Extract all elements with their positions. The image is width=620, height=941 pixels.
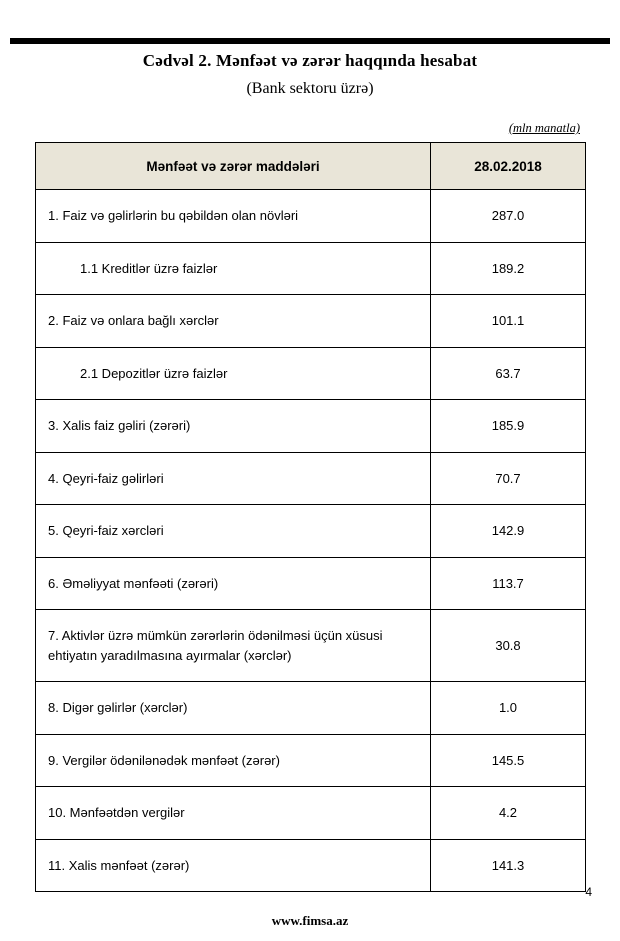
row-label: 8. Digər gəlirlər (xərclər) (36, 682, 431, 735)
row-label: 1.1 Kreditlər üzrə faizlər (36, 242, 431, 295)
row-value: 101.1 (431, 295, 586, 348)
footer-website: www.fimsa.az (271, 913, 349, 928)
row-label: 9. Vergilər ödənilənədək mənfəət (zərər) (36, 734, 431, 787)
row-value: 145.5 (431, 734, 586, 787)
table-row (36, 682, 586, 735)
unit-note: (mln manatla) (508, 121, 580, 135)
profit-loss-table (35, 142, 586, 892)
table-header-row (36, 143, 586, 190)
table-body (36, 190, 586, 892)
row-label: 10. Mənfəətdən vergilər (36, 787, 431, 840)
row-value: 287.0 (431, 190, 586, 243)
row-value: 1.0 (431, 682, 586, 735)
row-label: 6. Əməliyyat mənfəəti (zərəri) (36, 557, 431, 610)
table-row (36, 242, 586, 295)
row-value: 189.2 (431, 242, 586, 295)
page-title: Cədvəl 2. Mənfəət və zərər haqqında hesabat (142, 51, 478, 70)
table-row (36, 557, 586, 610)
table-row (36, 839, 586, 892)
row-value: 113.7 (431, 557, 586, 610)
table-row (36, 610, 586, 682)
row-label: 3. Xalis faiz gəliri (zərəri) (36, 400, 431, 453)
table-row (36, 734, 586, 787)
row-label: 5. Qeyri-faiz xərcləri (36, 505, 431, 558)
table-row (36, 347, 586, 400)
page-number: 4 (585, 885, 592, 899)
row-label: 7. Aktivlər üzrə mümkün zərərlərin ödənilməsi üçün xüsusi ehtiyatın yaradılmasına ayırmalar (xərclər) (36, 610, 431, 682)
table-row (36, 400, 586, 453)
row-value: 70.7 (431, 452, 586, 505)
top-rule-bar (10, 38, 610, 44)
row-label: 2. Faiz və onlara bağlı xərclər (36, 295, 431, 348)
table-row (36, 505, 586, 558)
row-value: 185.9 (431, 400, 586, 453)
row-value: 30.8 (431, 610, 586, 682)
row-value: 63.7 (431, 347, 586, 400)
row-label: 2.1 Depozitlər üzrə faizlər (36, 347, 431, 400)
row-label: 11. Xalis mənfəət (zərər) (36, 839, 431, 892)
table-row (36, 452, 586, 505)
table-row (36, 190, 586, 243)
row-value: 141.3 (431, 839, 586, 892)
row-label: 4. Qeyri-faiz gəlirləri (36, 452, 431, 505)
table-row (36, 295, 586, 348)
row-value: 4.2 (431, 787, 586, 840)
table-row (36, 787, 586, 840)
row-value: 142.9 (431, 505, 586, 558)
row-label: 1. Faiz və gəlirlərin bu qəbildən olan növləri (36, 190, 431, 243)
table-header-items: Mənfəət və zərər maddələri (36, 143, 431, 190)
table-header-date: 28.02.2018 (431, 143, 586, 190)
page-subtitle: (Bank sektoru üzrə) (246, 80, 374, 97)
